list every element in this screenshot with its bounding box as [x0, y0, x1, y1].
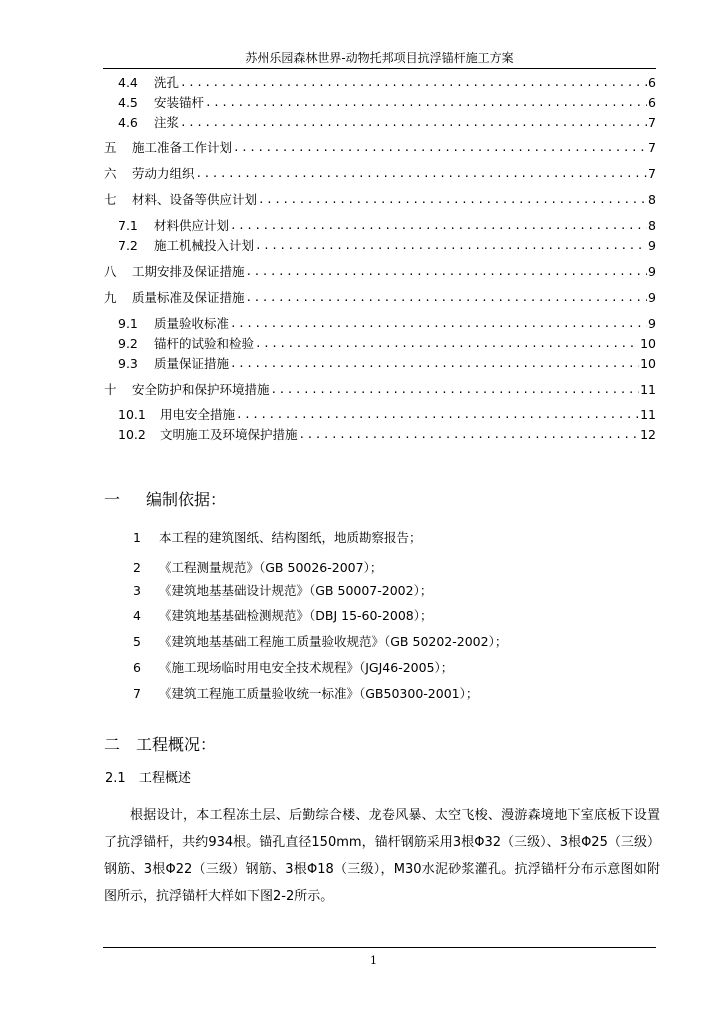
toc-leader-dots — [230, 218, 647, 234]
body-paragraph: 根据设计，本工程冻土层、后勤综合楼、龙卷风暴、太空飞梭、漫游森境地下室底板下设置了抗浮锚杆，共约934根。锚孔直径150mm，锚杆钢筋采用3根Φ32（三级）、3根Φ25（三级）钢筋、3根Φ22（三级）钢筋、3根Φ18（三级），M30水泥砂浆灌孔。抗浮锚杆分布示意图如附图所示，抗浮锚杆大样如下图2-2所示。 — [104, 808, 660, 904]
toc-entry-title: 工期安排及保证措施 — [132, 264, 245, 279]
toc-entry-page: 9 — [648, 316, 656, 331]
list-item-text: 《建筑地基基础设计规范》（GB 50007-2002）； — [159, 583, 433, 598]
toc-entry[interactable] — [118, 73, 656, 91]
list-item-text: 《工程测量规范》（GB 50026-2007）； — [159, 560, 383, 575]
toc-entry-page: 6 — [648, 95, 656, 110]
toc-entry-number: 10.1 — [118, 407, 146, 422]
list-item — [133, 660, 453, 676]
toc-leader-dots — [205, 95, 647, 111]
toc-entry-title: 质量标准及保证措施 — [132, 290, 245, 305]
toc-entry-title: 劳动力组织 — [132, 166, 195, 181]
toc-entry-title: 施工机械投入计划 — [154, 238, 255, 253]
page-number: 1 — [370, 954, 377, 967]
toc-entry[interactable] — [118, 334, 656, 352]
list-item-text: 《建筑地基基础工程施工质量验收规范》（GB 50202-2002）； — [159, 634, 508, 649]
toc-entry-page: 7 — [648, 115, 656, 130]
toc-entry-number: 7.1 — [118, 218, 138, 233]
toc-entry-number: 10.2 — [118, 427, 146, 442]
toc-entry-page: 11 — [640, 382, 656, 397]
toc-entry-page: 10 — [640, 356, 656, 371]
toc-leader-dots — [255, 336, 639, 352]
toc-entry-page: 9 — [648, 290, 656, 305]
toc-entry-number: 九 — [104, 290, 117, 305]
list-item-number: 6 — [133, 660, 141, 675]
toc-entry-title: 注浆 — [154, 115, 180, 130]
list-item-number: 2 — [133, 560, 141, 575]
toc-entry[interactable] — [118, 216, 656, 234]
section-heading-number: 二 — [104, 735, 121, 754]
toc-entry-number: 五 — [104, 140, 117, 155]
list-item-text: 《建筑地基基础检测规范》（DBJ 15-60-2008）； — [159, 608, 433, 623]
toc-entry-page: 7 — [648, 166, 656, 181]
toc-entry[interactable] — [118, 113, 656, 131]
toc-entry-number: 七 — [104, 192, 117, 207]
page-header: 苏州乐园森林世界-动物托邦项目抗浮锚杆施工方案 — [245, 51, 514, 65]
list-item — [133, 686, 478, 702]
list-item-text: 《建筑工程施工质量验收统一标准》（GB50300-2001）； — [159, 686, 479, 701]
subsection-heading — [105, 771, 191, 787]
toc-entry-title: 安装锚杆 — [154, 95, 205, 110]
section-heading-title: 工程概况： — [136, 735, 217, 754]
toc-entry[interactable] — [118, 425, 656, 443]
toc-leader-dots — [246, 290, 648, 306]
list-item-number: 5 — [133, 634, 141, 649]
toc-entry-title: 质量验收标准 — [154, 316, 230, 331]
list-item — [133, 560, 382, 576]
subsection-number: 2.1 — [105, 771, 126, 786]
toc-entry-page: 8 — [648, 192, 656, 207]
list-item — [133, 583, 432, 599]
toc-entry[interactable] — [104, 190, 656, 208]
footer-divider — [103, 947, 656, 948]
toc-entry[interactable] — [104, 380, 656, 398]
toc-entry-page: 9 — [648, 264, 656, 279]
subsection-title: 工程概述 — [139, 771, 192, 786]
toc-entry-number: 9.1 — [118, 316, 138, 331]
list-item — [133, 530, 422, 546]
toc-entry-page: 6 — [648, 75, 656, 90]
toc-entry-number: 十 — [104, 382, 117, 397]
toc-leader-dots — [230, 316, 647, 332]
toc-entry-title: 安全防护和保护环境措施 — [132, 382, 270, 397]
toc-leader-dots — [299, 427, 640, 443]
toc-entry-number: 4.6 — [118, 115, 138, 130]
toc-entry-page: 7 — [648, 140, 656, 155]
toc-entry-number: 4.4 — [118, 75, 138, 90]
toc-leader-dots — [236, 407, 639, 423]
section-heading-number: 一 — [104, 490, 121, 509]
toc-entry-title: 锚杆的试验和检验 — [154, 336, 255, 351]
toc-entry-title: 文明施工及环境保护措施 — [160, 427, 298, 442]
toc-entry-page: 11 — [640, 407, 656, 422]
toc-entry[interactable] — [118, 314, 656, 332]
toc-entry-number: 八 — [104, 264, 117, 279]
list-item-text: 《施工现场临时用电安全技术规程》（JGJ46-2005）； — [159, 660, 454, 675]
toc-entry-page: 10 — [640, 336, 656, 351]
toc-leader-dots — [246, 264, 648, 280]
toc-leader-dots — [230, 356, 639, 372]
list-item — [133, 608, 433, 624]
toc-entry-title: 材料供应计划 — [154, 218, 230, 233]
toc-entry-number: 9.2 — [118, 336, 138, 351]
toc-leader-dots — [196, 166, 648, 182]
section-heading — [104, 490, 226, 510]
toc-entry[interactable] — [118, 93, 656, 111]
toc-entry[interactable] — [104, 164, 656, 182]
toc-entry-page: 8 — [648, 218, 656, 233]
toc-leader-dots — [255, 238, 647, 254]
toc-entry[interactable] — [104, 138, 656, 156]
toc-entry-title: 洗孔 — [154, 75, 180, 90]
toc-entry[interactable] — [118, 354, 656, 372]
toc-entry-title: 质量保证措施 — [154, 356, 230, 371]
list-item-number: 3 — [133, 583, 141, 598]
toc-entry[interactable] — [104, 262, 656, 280]
toc-entry-title: 材料、设备等供应计划 — [132, 192, 258, 207]
section-heading-title: 编制依据： — [146, 490, 227, 509]
toc-leader-dots — [180, 75, 647, 91]
toc-leader-dots — [233, 140, 647, 156]
header-divider — [103, 68, 656, 69]
toc-leader-dots — [258, 192, 647, 208]
toc-entry[interactable] — [118, 236, 656, 254]
toc-entry-title: 施工准备工作计划 — [132, 140, 233, 155]
toc-entry-number: 7.2 — [118, 238, 138, 253]
toc-leader-dots — [271, 382, 640, 398]
toc-entry-title: 用电安全措施 — [160, 407, 236, 422]
toc-entry-number: 4.5 — [118, 95, 138, 110]
list-item-number: 7 — [133, 686, 141, 701]
list-item — [133, 634, 507, 650]
toc-entry[interactable] — [104, 288, 656, 306]
list-item-number: 4 — [133, 608, 141, 623]
section-heading — [104, 735, 216, 755]
toc-leader-dots — [180, 115, 647, 131]
toc-entry-page: 12 — [640, 427, 656, 442]
list-item-number: 1 — [133, 530, 141, 545]
toc-entry-page: 9 — [648, 238, 656, 253]
toc-entry[interactable] — [118, 405, 656, 423]
list-item-text: 本工程的建筑图纸、结构图纸，地质勘察报告； — [159, 530, 422, 545]
toc-entry-number: 9.3 — [118, 356, 138, 371]
toc-entry-number: 六 — [104, 166, 117, 181]
